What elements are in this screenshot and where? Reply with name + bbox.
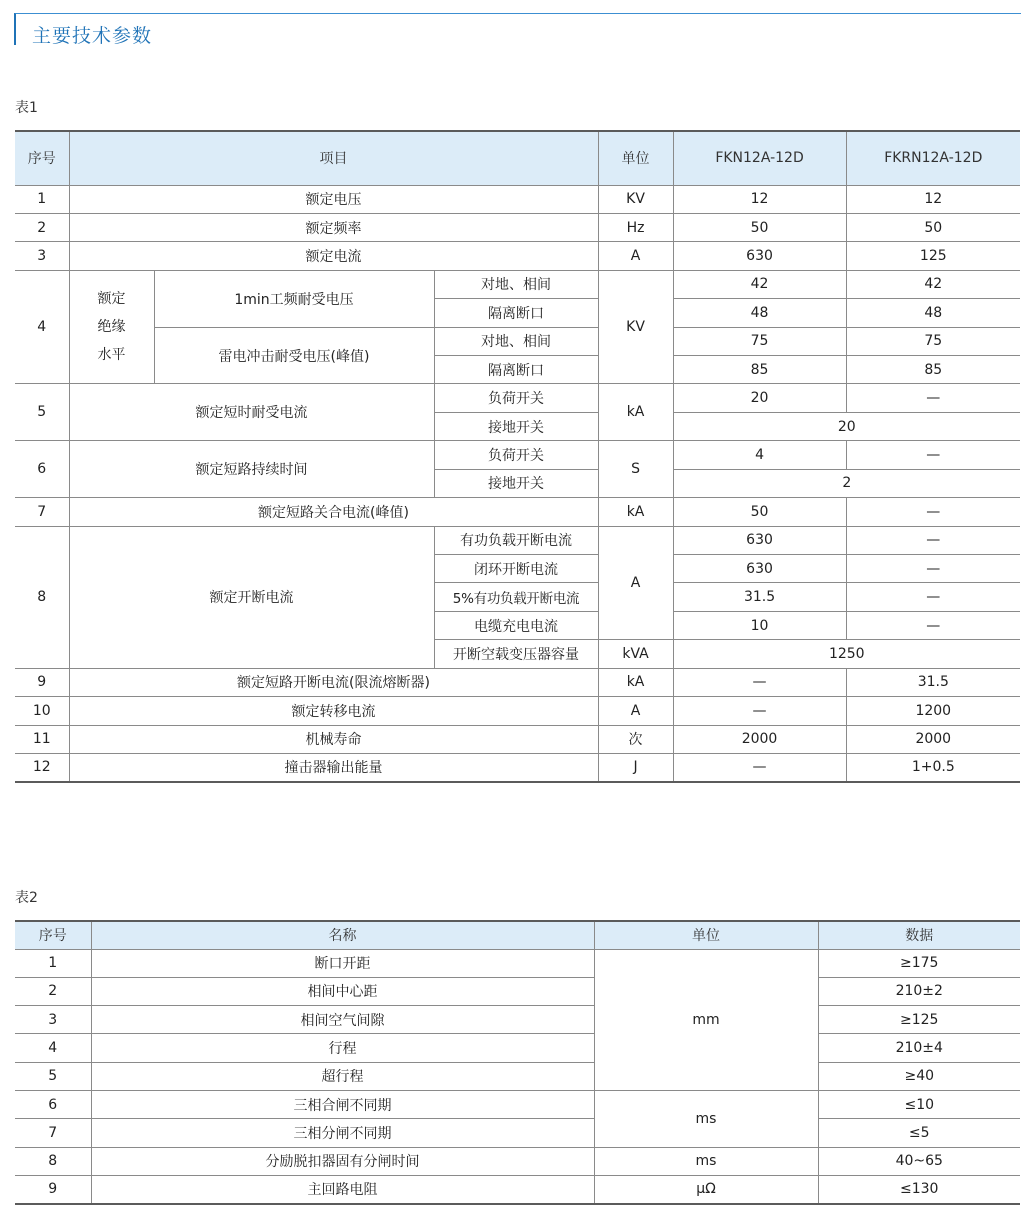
cell-name: 三相分闸不同期	[91, 1119, 594, 1147]
cell-unit: A	[598, 242, 673, 270]
cell-name: 三相合闸不同期	[91, 1090, 594, 1118]
cell-seq: 11	[15, 725, 69, 753]
header-name: 名称	[91, 921, 594, 949]
cell-sub: 电缆充电电流	[434, 611, 598, 639]
cell-sub: 接地开关	[434, 412, 598, 440]
cell-unit: 次	[598, 725, 673, 753]
table2-caption: 表2	[15, 890, 38, 906]
cell-name: 相间空气间隙	[91, 1006, 594, 1034]
cell-value: ≤130	[818, 1175, 1020, 1203]
cell-value-a: 2000	[673, 725, 846, 753]
cell-seq: 5	[15, 384, 69, 441]
cell-value-b: —	[846, 498, 1020, 526]
cell-value-b: 2000	[846, 725, 1020, 753]
cell-sub: 有功负载开断电流	[434, 526, 598, 554]
cell-name: 主回路电阻	[91, 1175, 594, 1203]
cell-group-insulation: 额定绝缘水平	[69, 270, 154, 384]
cell-value-b: 125	[846, 242, 1020, 270]
cell-item: 额定频率	[69, 213, 598, 241]
cell-lightning: 雷电冲击耐受电压(峰值)	[154, 327, 434, 384]
header-value: 数据	[818, 921, 1020, 949]
cell-value-a: 31.5	[673, 583, 846, 611]
cell-seq: 1	[15, 185, 69, 213]
cell-value-a: 75	[673, 327, 846, 355]
cell-seq: 8	[15, 526, 69, 668]
cell-value: 40~65	[818, 1147, 1020, 1175]
cell-unit: KV	[598, 270, 673, 384]
section-header	[14, 13, 1021, 45]
cell-value-a: 50	[673, 498, 846, 526]
cell-value: 210±4	[818, 1034, 1020, 1062]
cell-value-a: 20	[673, 384, 846, 412]
table-row	[15, 327, 1020, 355]
cell-seq: 6	[15, 441, 69, 498]
header-seq: 序号	[15, 921, 91, 949]
cell-item: 额定短路开断电流(限流熔断器)	[69, 668, 598, 696]
cell-unit: S	[598, 441, 673, 498]
cell-value-a: 48	[673, 299, 846, 327]
cell-value-b: 50	[846, 213, 1020, 241]
table-row	[15, 668, 1020, 696]
cell-unit: J	[598, 753, 673, 781]
table-row	[15, 1006, 1020, 1034]
table-row	[15, 242, 1020, 270]
table-row	[15, 441, 1020, 469]
cell-sub: 对地、相间	[434, 327, 598, 355]
cell-sub: 负荷开关	[434, 441, 598, 469]
header-model-b: FKRN12A-12D	[846, 131, 1020, 185]
cell-sub: 隔离断口	[434, 356, 598, 384]
cell-seq: 5	[15, 1062, 91, 1090]
cell-name: 分励脱扣器固有分闸时间	[91, 1147, 594, 1175]
cell-item: 额定电压	[69, 185, 598, 213]
table-row	[15, 1175, 1020, 1203]
table-row	[15, 1090, 1020, 1118]
cell-unit: kA	[598, 668, 673, 696]
cell-seq: 2	[15, 213, 69, 241]
cell-value-a: 4	[673, 441, 846, 469]
cell-value: 210±2	[818, 977, 1020, 1005]
cell-value-b: 12	[846, 185, 1020, 213]
table-row	[15, 213, 1020, 241]
cell-unit: kVA	[598, 640, 673, 668]
page-title: 主要技术参数	[32, 25, 153, 47]
cell-unit: ms	[594, 1147, 818, 1175]
cell-value: ≤5	[818, 1119, 1020, 1147]
cell-seq: 1	[15, 949, 91, 977]
table-row	[15, 384, 1020, 412]
cell-sub: 5%有功负载开断电流	[434, 583, 598, 611]
cell-value-merged: 2	[673, 469, 1020, 497]
cell-seq: 8	[15, 1147, 91, 1175]
cell-value-b: 42	[846, 270, 1020, 298]
cell-sub: 负荷开关	[434, 384, 598, 412]
cell-unit: A	[598, 526, 673, 640]
cell-value-a: 630	[673, 554, 846, 582]
cell-item: 机械寿命	[69, 725, 598, 753]
cell-value-b: —	[846, 441, 1020, 469]
cell-seq: 7	[15, 1119, 91, 1147]
cell-value: ≥40	[818, 1062, 1020, 1090]
table-row	[15, 1147, 1020, 1175]
cell-value-a: 10	[673, 611, 846, 639]
cell-sub: 对地、相间	[434, 270, 598, 298]
table-row	[15, 725, 1020, 753]
cell-seq: 3	[15, 1006, 91, 1034]
cell-seq: 3	[15, 242, 69, 270]
cell-sub: 开断空载变压器容量	[434, 640, 598, 668]
cell-value-a: 630	[673, 242, 846, 270]
cell-seq: 7	[15, 498, 69, 526]
cell-sub: 闭环开断电流	[434, 554, 598, 582]
header-unit: 单位	[598, 131, 673, 185]
cell-seq: 10	[15, 697, 69, 725]
table-row	[15, 185, 1020, 213]
cell-seq: 2	[15, 977, 91, 1005]
spec-table-1	[15, 130, 1020, 783]
cell-value-b: —	[846, 554, 1020, 582]
cell-name: 行程	[91, 1034, 594, 1062]
cell-name: 断口开距	[91, 949, 594, 977]
header-item: 项目	[69, 131, 598, 185]
cell-sub: 接地开关	[434, 469, 598, 497]
cell-value-merged: 20	[673, 412, 1020, 440]
table-row	[15, 498, 1020, 526]
table2-header-row	[15, 921, 1020, 949]
cell-name: 相间中心距	[91, 977, 594, 1005]
cell-value-b: —	[846, 583, 1020, 611]
cell-item: 撞击器输出能量	[69, 753, 598, 781]
cell-value-merged: 1250	[673, 640, 1020, 668]
cell-seq: 6	[15, 1090, 91, 1118]
cell-seq: 9	[15, 668, 69, 696]
cell-value-a: 630	[673, 526, 846, 554]
table-row	[15, 949, 1020, 977]
table1-caption: 表1	[15, 100, 38, 116]
table-row	[15, 1119, 1020, 1147]
cell-value-b: 85	[846, 356, 1020, 384]
table-row	[15, 753, 1020, 781]
cell-value-b: 75	[846, 327, 1020, 355]
cell-seq: 4	[15, 1034, 91, 1062]
table-row	[15, 526, 1020, 554]
cell-value-b: —	[846, 384, 1020, 412]
table-row	[15, 977, 1020, 1005]
cell-item: 额定电流	[69, 242, 598, 270]
cell-item: 额定转移电流	[69, 697, 598, 725]
cell-value-b: 48	[846, 299, 1020, 327]
cell-value: ≤10	[818, 1090, 1020, 1118]
cell-value-a: 50	[673, 213, 846, 241]
table-row	[15, 1062, 1020, 1090]
header-unit: 单位	[594, 921, 818, 949]
cell-unit: kA	[598, 498, 673, 526]
cell-seq: 12	[15, 753, 69, 781]
cell-value-a: 12	[673, 185, 846, 213]
cell-value: ≥175	[818, 949, 1020, 977]
cell-seq: 9	[15, 1175, 91, 1203]
cell-value-b: —	[846, 526, 1020, 554]
cell-value-b: —	[846, 611, 1020, 639]
cell-value-a: 85	[673, 356, 846, 384]
cell-value-b: 1+0.5	[846, 753, 1020, 781]
cell-unit: μΩ	[594, 1175, 818, 1203]
cell-unit: Hz	[598, 213, 673, 241]
cell-item: 额定开断电流	[69, 526, 434, 668]
table-row	[15, 697, 1020, 725]
cell-value-a: —	[673, 668, 846, 696]
cell-unit: kA	[598, 384, 673, 441]
cell-name: 超行程	[91, 1062, 594, 1090]
cell-unit: ms	[594, 1090, 818, 1147]
header-model-a: FKN12A-12D	[673, 131, 846, 185]
cell-unit: mm	[594, 949, 818, 1090]
cell-unit: A	[598, 697, 673, 725]
cell-unit: KV	[598, 185, 673, 213]
table-row	[15, 1034, 1020, 1062]
cell-value-b: 31.5	[846, 668, 1020, 696]
table1-header-row	[15, 131, 1020, 185]
cell-value-b: 1200	[846, 697, 1020, 725]
cell-value: ≥125	[818, 1006, 1020, 1034]
cell-item: 额定短时耐受电流	[69, 384, 434, 441]
cell-item: 额定短路持续时间	[69, 441, 434, 498]
cell-power-freq: 1min工频耐受电压	[154, 270, 434, 327]
header-seq: 序号	[15, 131, 69, 185]
spec-table-2	[15, 920, 1020, 1205]
cell-value-a: —	[673, 753, 846, 781]
cell-value-a: 42	[673, 270, 846, 298]
cell-seq: 4	[15, 270, 69, 384]
cell-value-a: —	[673, 697, 846, 725]
cell-item: 额定短路关合电流(峰值)	[69, 498, 598, 526]
table-row	[15, 270, 1020, 298]
cell-sub: 隔离断口	[434, 299, 598, 327]
